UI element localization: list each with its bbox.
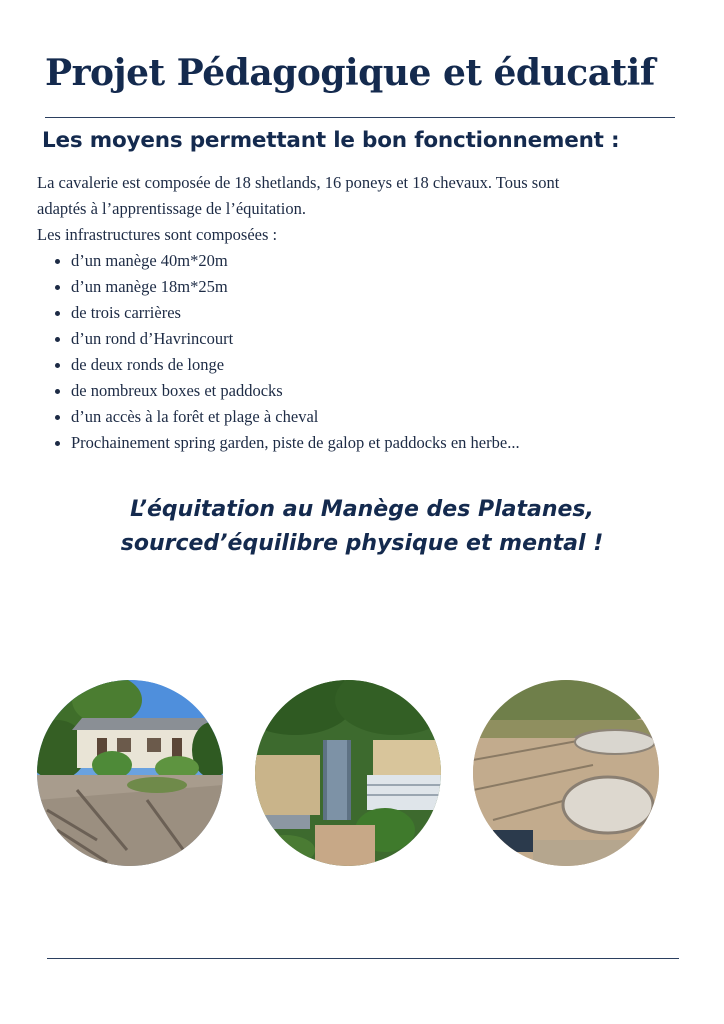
list-item: Prochainement spring garden, piste de galop et paddocks en herbe...: [53, 430, 687, 456]
intro-line-2: adaptés à l’apprentissage de l’équitation.: [37, 199, 306, 218]
list-item: d’un accès à la forêt et plage à cheval: [53, 404, 687, 430]
list-item: de nombreux boxes et paddocks: [53, 378, 687, 404]
infrastructure-list: [37, 248, 687, 456]
section-heading: Les moyens permettant le bon fonctionnement :: [42, 128, 620, 153]
page-title: Projet Pédagogique et éducatif: [45, 52, 655, 94]
list-item: d’un manège 18m*25m: [53, 274, 687, 300]
slogan: [0, 493, 724, 561]
list-item: de deux ronds de longe: [53, 352, 687, 378]
slogan-line-1: L’équitation au Manège des Platanes,: [130, 497, 594, 522]
intro-line-1: La cavalerie est composée de 18 shetlands, 16 poneys et 18 chevaux. Tous sont: [37, 173, 560, 192]
photo-aerial-arenas: [255, 680, 441, 866]
list-item: d’un rond d’Havrincourt: [53, 326, 687, 352]
body-text: [37, 170, 687, 456]
photo-house: [37, 680, 223, 866]
photo-aerial-paddocks: [473, 680, 659, 866]
slogan-line-2: sourced’équilibre physique et mental !: [120, 531, 604, 556]
intro-line-3: Les infrastructures sont composées :: [37, 225, 278, 244]
list-item: de trois carrières: [53, 300, 687, 326]
title-divider: [45, 117, 675, 118]
list-item: d’un manège 40m*20m: [53, 248, 687, 274]
footer-divider: [47, 958, 679, 959]
